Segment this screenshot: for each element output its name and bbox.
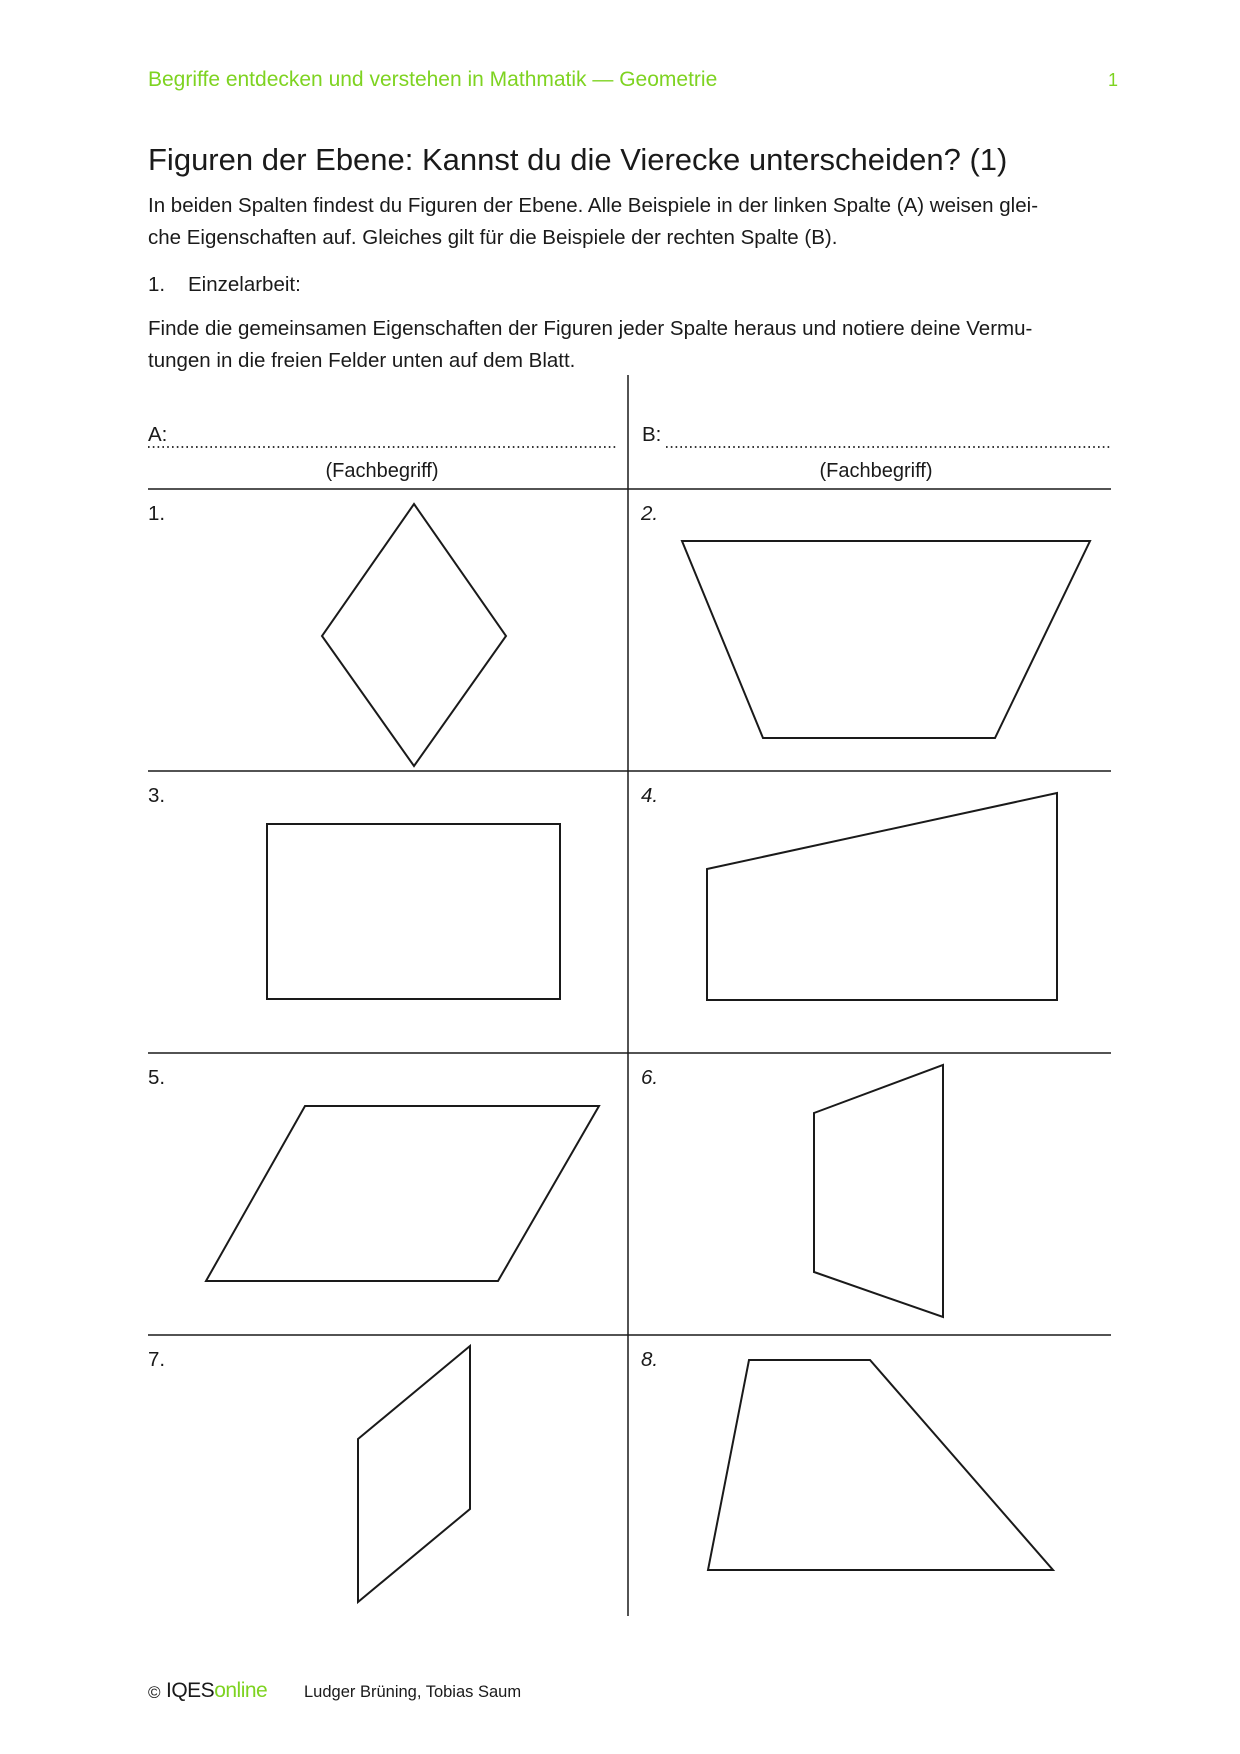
footer-authors: Ludger Brüning, Tobias Saum [304,1683,522,1701]
task-line-2: tungen in die freien Felder unten auf dem Blatt. [148,349,576,372]
figure-1-rhombus [322,504,506,766]
figure-8-trapezoid [708,1360,1053,1570]
figure-5-parallelogram [206,1106,599,1281]
task-label: Einzelarbeit: [188,273,301,296]
cell-number-4: 4. [641,784,659,807]
cell-number-6: 6. [641,1066,659,1089]
running-header: Begriffe entdecken und verstehen in Mathmatik — Geometrie [148,68,718,91]
iqes-online-logo [166,1679,267,1703]
task-number: 1. [148,273,166,296]
figure-6-trapezoid [814,1065,943,1317]
task-line-1: Finde die gemeinsamen Eigenschaften der Figuren jeder Spalte heraus und notiere deine Vermu- [148,317,1033,340]
figure-2-trapezoid [682,541,1090,738]
column-a-caption: (Fachbegriff) [325,460,439,482]
cell-number-2: 2. [641,502,659,525]
page-number: 1 [1108,70,1119,90]
footer-copyright: © [148,1683,161,1702]
logo-online: online [214,1679,268,1702]
column-b-label: B: [642,423,662,446]
cell-number-8: 8. [641,1348,659,1371]
figure-7-parallelogram [358,1346,470,1602]
cell-number-5: 5. [148,1066,166,1089]
intro-line-1: In beiden Spalten findest du Figuren der Ebene. Alle Beispiele in der linken Spalte (A) weisen glei- [148,194,1039,217]
cell-number-3: 3. [148,784,166,807]
figure-4-right-trapezoid [707,793,1057,1000]
cell-number-1: 1. [148,502,166,525]
cell-number-7: 7. [148,1348,166,1371]
intro-line-2: che Eigenschaften auf. Gleiches gilt für die Beispiele der rechten Spalte (B). [148,226,838,249]
figure-3-rectangle [267,824,560,999]
column-b-caption: (Fachbegriff) [819,460,933,482]
column-a-label: A: [148,423,168,446]
page-title: Figuren der Ebene: Kannst du die Vierecke unterscheiden? (1) [148,142,1008,177]
logo-iqes: IQES [166,1679,215,1702]
